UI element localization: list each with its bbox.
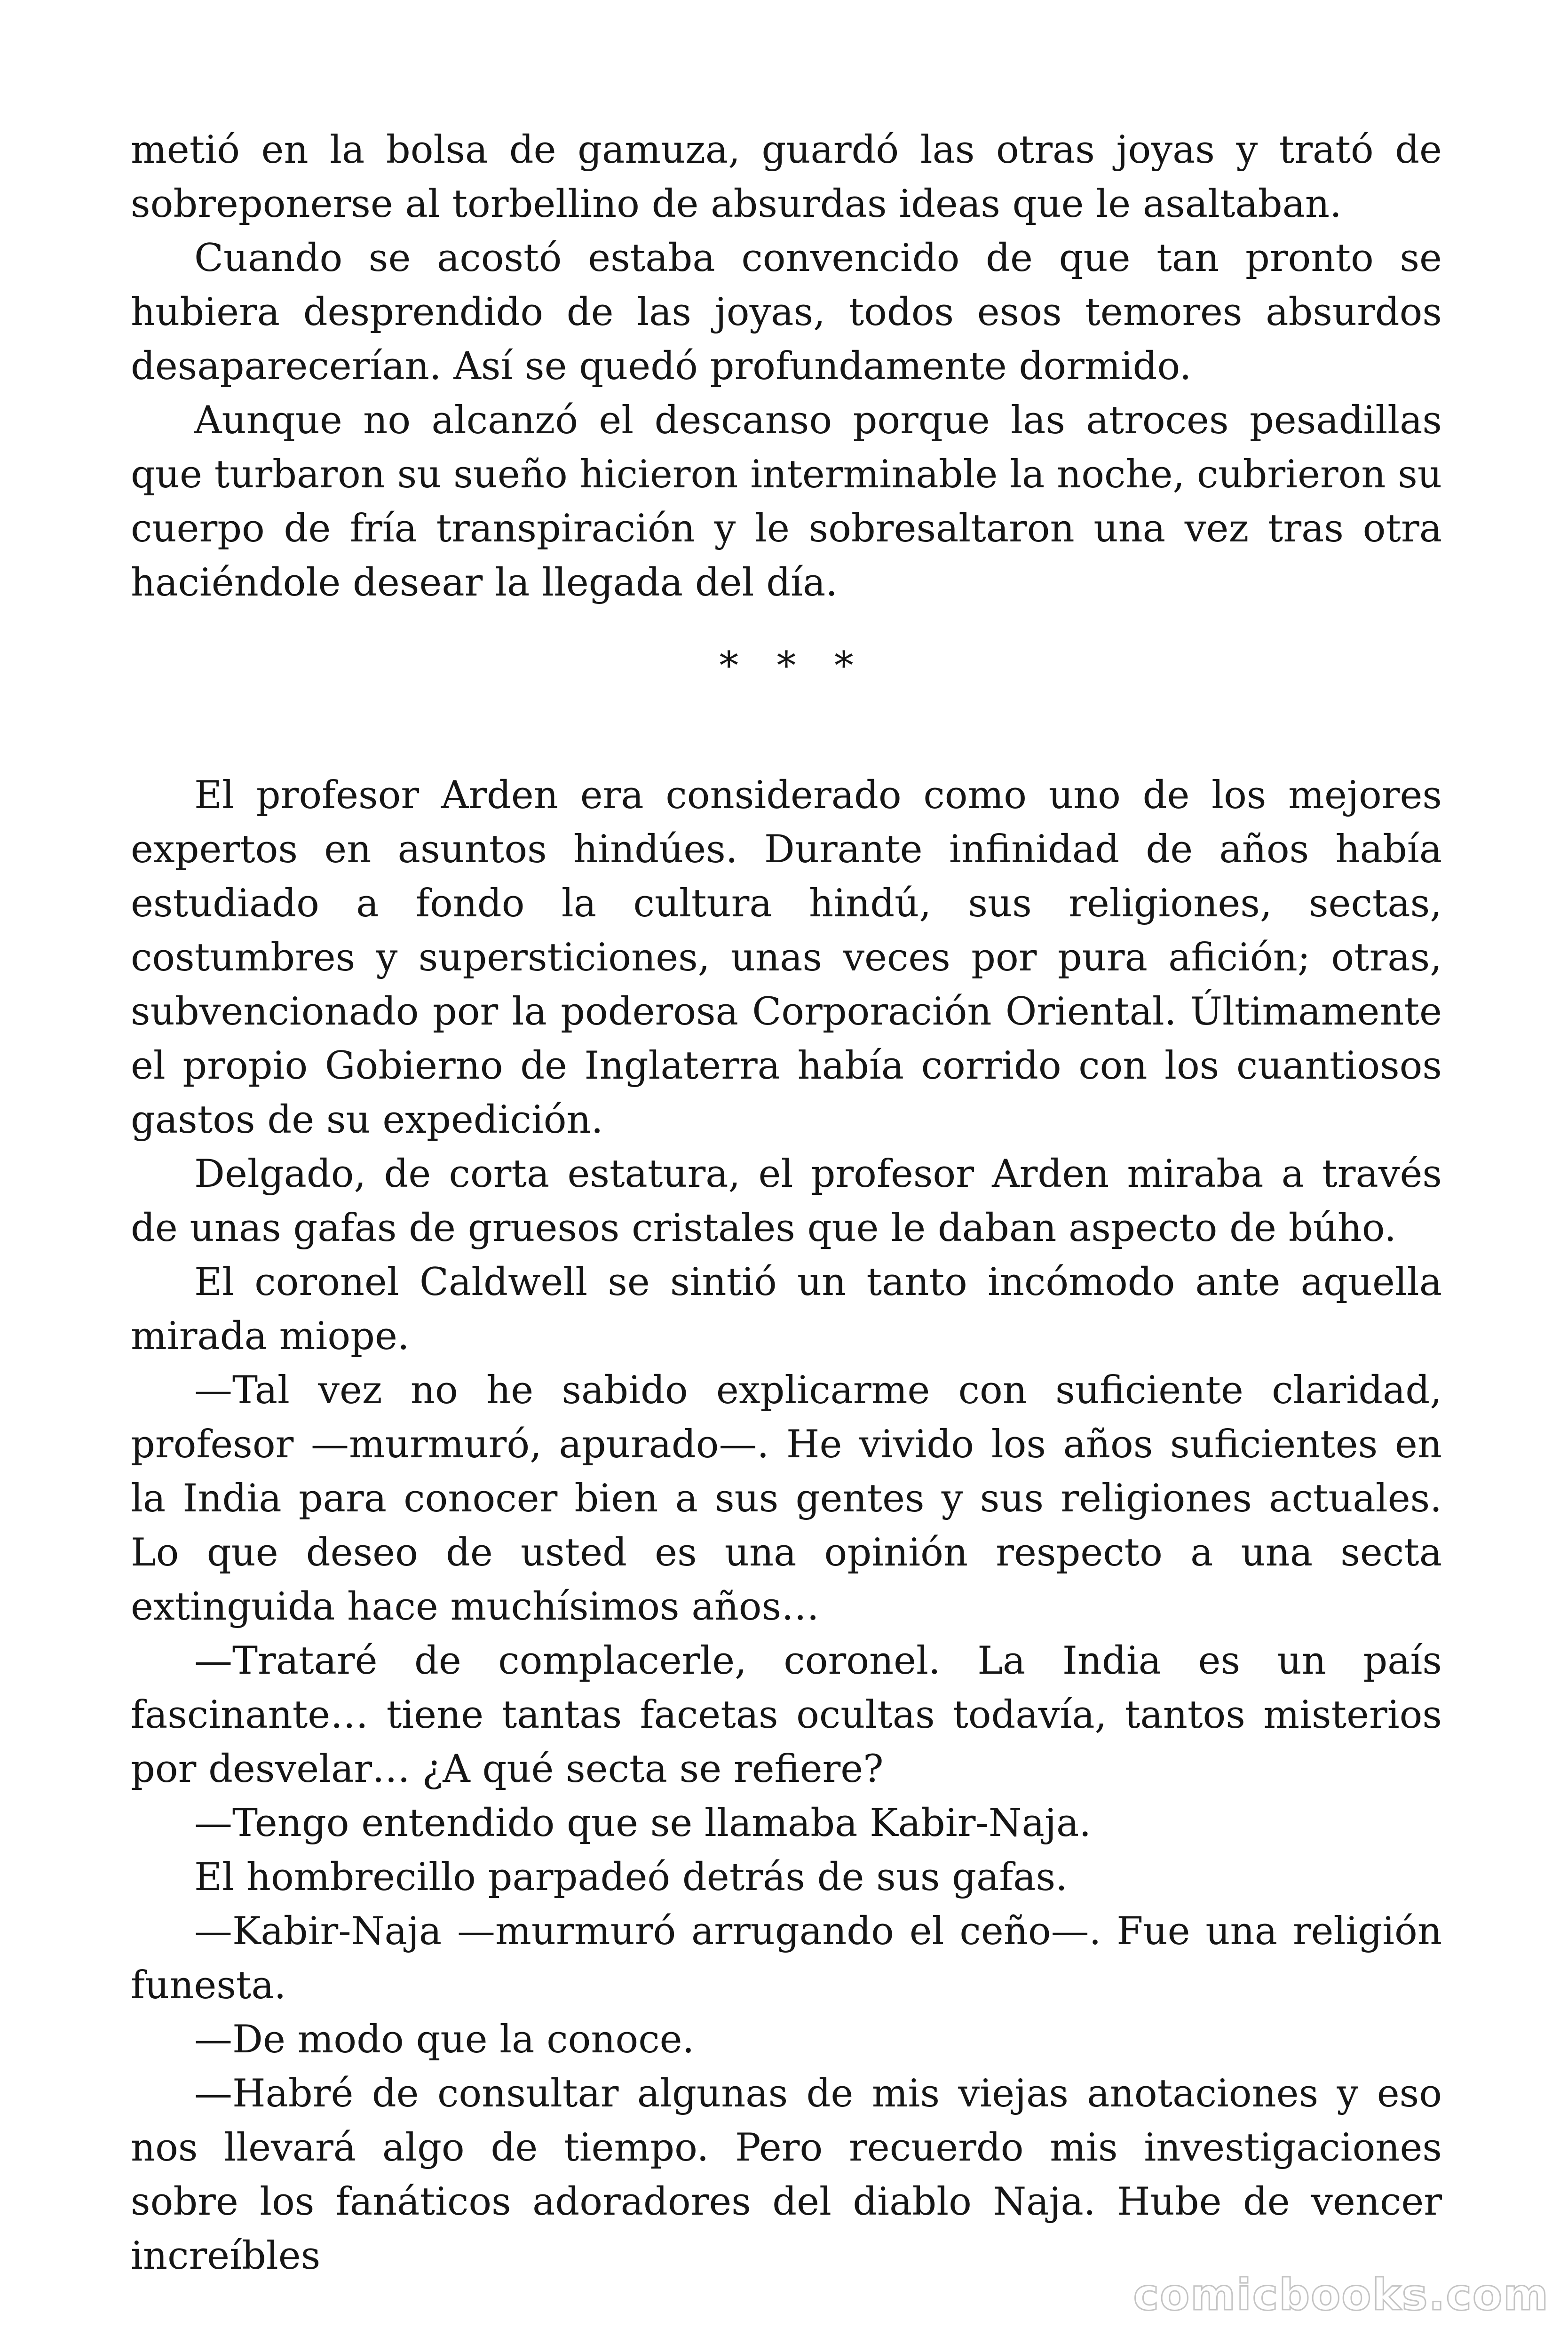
- paragraph-continued: metió en la bolsa de gamuza, guardó las otras joyas y trató de sobreponerse al torbellino de absurdas ideas que le asaltaban.: [131, 128, 1442, 226]
- dialogue-paragraph: —Kabir-Naja —murmuró arrugando el ceño—. Fue una religión funesta.: [131, 1909, 1442, 2008]
- scene-break: * * *: [719, 644, 867, 688]
- dialogue-paragraph: —Trataré de complacerle, coronel. La India es un país fascinante… tiene tantas facetas ocultas todavía, tantos misterios por desvelar… ¿A qué secta se refiere?: [131, 1639, 1442, 1791]
- paragraph: El coronel Caldwell se sintió un tanto incómodo ante aquella mirada miope.: [131, 1260, 1442, 1359]
- paragraph: El hombrecillo parpadeó detrás de sus gafas.: [194, 1855, 1068, 1899]
- paragraph: El profesor Arden era considerado como uno de los mejores expertos en asuntos hindúes. Durante infinidad de años había estudiado a fondo la cultura hindú, sus religiones, sectas, costumbres y supersticiones, unas veces por pura afición; otras, subvencionado por la poderosa Corporación Oriental. Últimamente el propio Gobierno de Inglaterra había corrido con los cuantiosos gastos de su expedición.: [131, 773, 1442, 1142]
- paragraph: Cuando se acostó estaba convencido de que tan pronto se hubiera desprendido de las joyas, todos esos temores absurdos desaparecerían. Así se quedó profundamente dormido.: [131, 236, 1442, 389]
- paragraph: Delgado, de corta estatura, el profesor Arden miraba a través de unas gafas de gruesos cristales que le daban aspecto de búho.: [131, 1152, 1442, 1250]
- book-page: [131, 123, 1442, 2283]
- paragraph: Aunque no alcanzó el descanso porque las atroces pesadillas que turbaron su sueño hicieron interminable la noche, cubrieron su cuerpo de fría transpiración y le sobresaltaron una vez tras otra haciéndole desear la llegada del día.: [131, 398, 1442, 605]
- dialogue-paragraph: —Tengo entendido que se llamaba Kabir-Naja.: [194, 1801, 1092, 1845]
- dialogue-paragraph: —De modo que la conoce.: [194, 2018, 695, 2062]
- dialogue-paragraph: —Tal vez no he sabido explicarme con suficiente claridad, profesor —murmuró, apurado—. He vivido los años suficientes en la India para conocer bien a sus gentes y sus religiones actuales. Lo que deseo de usted es una opinión respecto a una secta extinguida hace muchísimos años…: [131, 1368, 1442, 1629]
- watermark: comicbooks.com: [1133, 2270, 1549, 2320]
- dialogue-paragraph: —Habré de consultar algunas de mis viejas anotaciones y eso nos llevará algo de tiempo. Pero recuerdo mis investigaciones sobre los fanáticos adoradores del diablo Naja. Hube de vencer increíbles: [131, 2072, 1442, 2278]
